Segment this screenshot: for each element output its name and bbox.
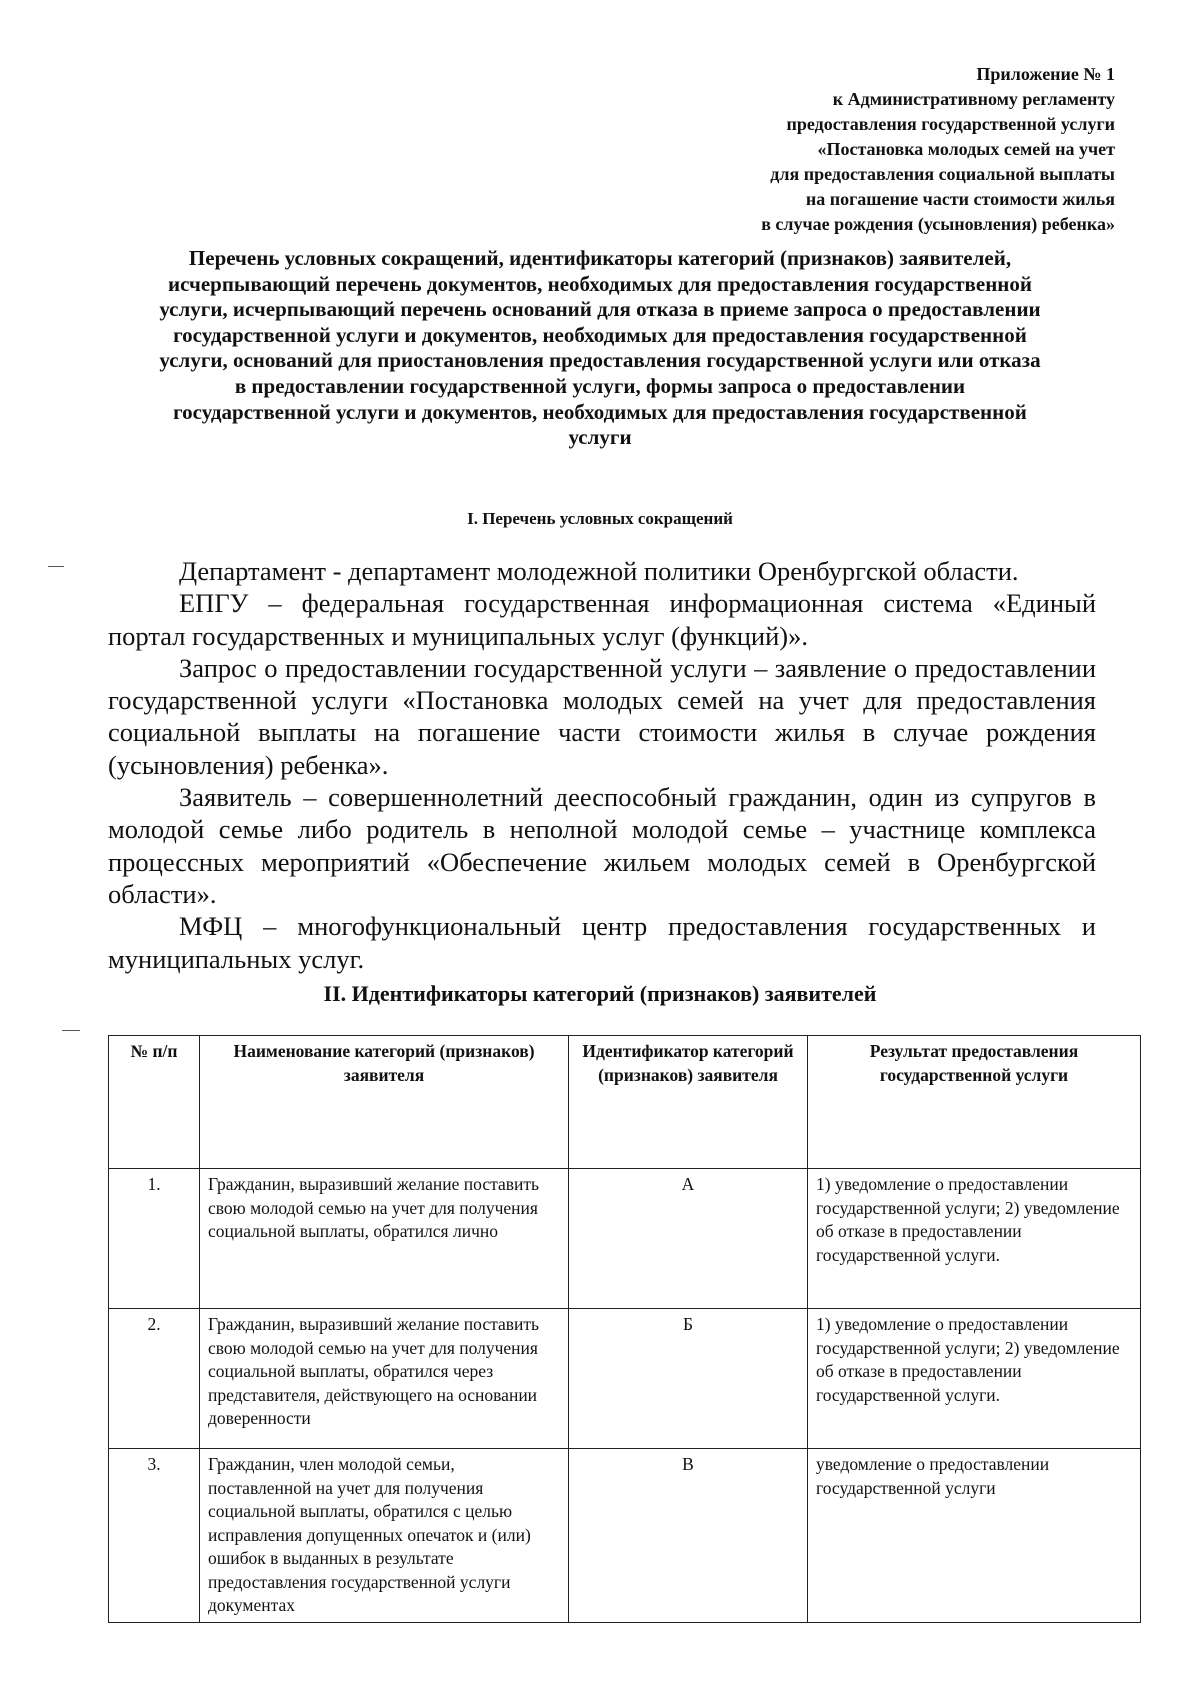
cell-name: Гражданин, выразивший желание поставить свою молодой семью на учет для получения социальной выплаты, обратился лично (200, 1169, 569, 1309)
title-line: услуги, оснований для приостановления предоставления государственной услуги или отказа (159, 348, 1041, 373)
appendix-line: «Постановка молодых семей на учет (817, 139, 1115, 159)
cell-name: Гражданин, выразивший желание поставить свою молодой семью на учет для получения социальной выплаты, обратился через представителя, действующего на основании доверенности (200, 1309, 569, 1449)
table-header-row (109, 1036, 1141, 1169)
appendix-line: в случае рождения (усыновления) ребенка» (761, 214, 1115, 234)
title-line: услуги, исчерпывающий перечень оснований для отказа в приеме запроса о предоставлении (159, 297, 1041, 322)
title-line: государственной услуги и документов, необходимых для предоставления государственной (173, 399, 1027, 424)
abbreviations-list (108, 555, 1096, 975)
appendix-line: для предоставления социальной выплаты (770, 164, 1115, 184)
cell-ident: В (569, 1449, 808, 1623)
appendix-line: Приложение № 1 (976, 64, 1115, 84)
cell-result: 1) уведомление о предоставлении государственной услуги; 2) уведомление об отказе в предоставлении государственной услуги. (808, 1169, 1141, 1309)
cell-num: 1. (109, 1169, 200, 1309)
abbreviation-paragraph: ЕПГУ – федеральная государственная информационная система «Единый портал государственных и муниципальных услуг (функций)». (108, 588, 1096, 651)
title-line: государственной услуги и документов, необходимых для предоставления государственной (173, 322, 1027, 347)
applicant-categories-table (108, 1035, 1141, 1623)
margin-mark (48, 566, 64, 567)
table-row (109, 1449, 1141, 1623)
title-line: в предоставлении государственной услуги, формы запроса о предоставлении (234, 373, 966, 398)
section-2-heading: II. Идентификаторы категорий (признаков) заявителей (323, 981, 877, 1006)
abbreviation-paragraph: Запрос о предоставлении государственной услуги – заявление о предоставлении государственной услуги «Постановка молодых семей на учет для предоставления социальной выплаты на погашение части стоимости жилья в случае рождения (усыновления) ребенка». (108, 652, 1096, 780)
cell-num: 3. (109, 1449, 200, 1623)
cell-name: Гражданин, член молодой семьи, поставленной на учет для получения социальной выплаты, обратился с целью исправления допущенных опечаток и (или) ошибок в выданных в результате предоставления государственной услуги документах (200, 1449, 569, 1623)
abbreviation-paragraph: МФЦ – многофункциональный центр предоставления государственных и муниципальных услуг. (108, 911, 1096, 974)
appendix-line: предоставления государственной услуги (786, 114, 1115, 134)
cell-ident: А (569, 1169, 808, 1309)
appendix-header (595, 62, 1115, 237)
title-line: исчерпывающий перечень документов, необходимых для предоставления государственной (167, 271, 1032, 296)
abbreviation-paragraph: Заявитель – совершеннолетний дееспособный гражданин, один из супругов в молодой семье либо родитель в неполной молодой семье – участнице комплекса процессных мероприятий «Обеспечение жильем молодых семей в Оренбургской области». (108, 782, 1096, 909)
cell-result: 1) уведомление о предоставлении государственной услуги; 2) уведомление об отказе в предоставлении государственной услуги. (808, 1309, 1141, 1449)
cell-result: уведомление о предоставлении государственной услуги (808, 1449, 1141, 1623)
header-result: Результат предоставления государственной услуги (808, 1036, 1141, 1169)
cell-num: 2. (109, 1309, 200, 1449)
cell-ident: Б (569, 1309, 808, 1449)
margin-mark (62, 1030, 80, 1031)
document-title (100, 246, 1100, 451)
header-ident: Идентификатор категорий (признаков) заявителя (569, 1036, 808, 1169)
appendix-line: на погашение части стоимости жилья (805, 189, 1115, 209)
title-line: Перечень условных сокращений, идентификаторы категорий (признаков) заявителей, (188, 246, 1012, 270)
table-row (109, 1169, 1141, 1309)
header-name: Наименование категорий (признаков) заявителя (200, 1036, 569, 1169)
abbreviation-paragraph: Департамент - департамент молодежной политики Оренбургской области. (179, 556, 1019, 586)
header-num: № п/п (109, 1036, 200, 1169)
table-row (109, 1309, 1141, 1449)
appendix-line: к Административному регламенту (832, 89, 1115, 109)
title-line: услуги (568, 425, 632, 450)
section-1-heading: I. Перечень условных сокращений (467, 509, 733, 528)
